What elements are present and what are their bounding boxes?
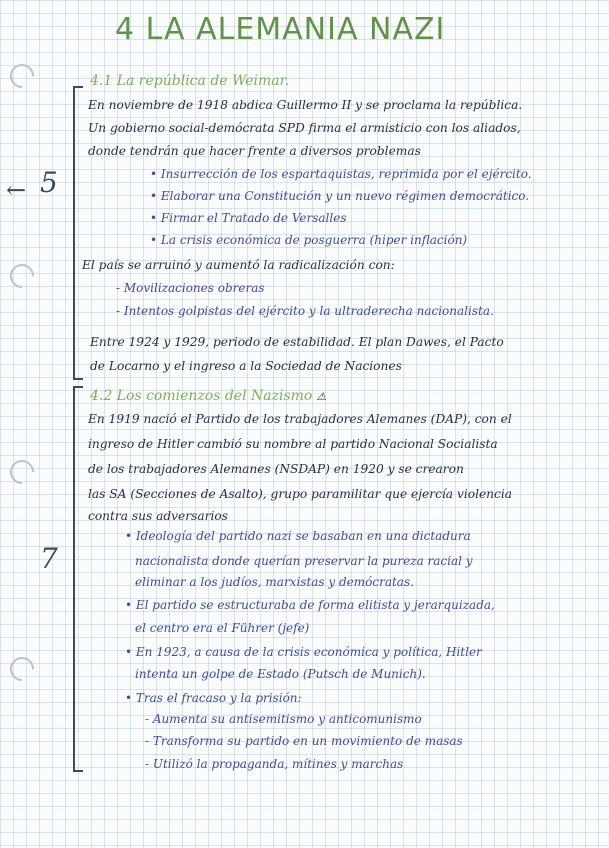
s1-bullet-2: • Elaborar una Constitución y un nuevo régimen democrático. bbox=[150, 189, 530, 203]
section-1-heading: 4.1 La república de Weimar. bbox=[90, 73, 290, 89]
s1-bullet-1: • Insurrección de los espartaquistas, reprimida por el ejército. bbox=[150, 167, 532, 181]
s2-bullet-1a: • Ideología del partido nazi se basaban en una dictadura bbox=[125, 529, 471, 543]
s2-bullet-2a: • El partido se estructuraba de forma elitista y jerarquizada, bbox=[125, 598, 495, 612]
margin-arrow: ← bbox=[6, 176, 27, 204]
s2-dash-1: - Aumenta su antisemitismo y anticomunismo bbox=[145, 712, 422, 726]
s2-bullet-1c: eliminar a los judíos, marxistas y demócratas. bbox=[135, 575, 414, 589]
warning-icon: ⚠ bbox=[316, 390, 327, 403]
s1-line-1: En noviembre de 1918 abdica Guillermo II y se proclama la república. bbox=[88, 98, 523, 112]
s2-bullet-2b: el centro era el Führer (jefe) bbox=[135, 621, 310, 635]
page-title: 4 LA ALEMANIA NAZI bbox=[115, 12, 446, 47]
s2-line-1: En 1919 nació el Partido de los trabajadores Alemanes (DAP), con el bbox=[88, 412, 512, 426]
s1-bullet-4: • La crisis económica de posguerra (hiper inflación) bbox=[150, 233, 468, 247]
s1-dash-1: - Movilizaciones obreras bbox=[116, 281, 265, 295]
s2-line-5: contra sus adversarios bbox=[88, 509, 228, 523]
s1-line-3: donde tendrán que hacer frente a diversos problemas bbox=[88, 144, 421, 158]
s2-bullet-1b: nacionalista donde querían preservar la pureza racial y bbox=[135, 554, 473, 568]
s1-dash-2: - Intentos golpistas del ejército y la ultraderecha nacionalista. bbox=[116, 304, 494, 318]
section-2-heading-text: 4.2 Los comienzos del Nazismo bbox=[90, 388, 313, 404]
s2-dash-2: - Transforma su partido en un movimiento de masas bbox=[145, 734, 463, 748]
s1-line-4: El país se arruinó y aumentó la radicalización con: bbox=[82, 258, 395, 272]
section-2-bracket bbox=[73, 386, 83, 772]
s1-line-6: de Locarno y el ingreso a la Sociedad de Naciones bbox=[90, 359, 402, 373]
section-1-bracket bbox=[73, 86, 83, 380]
s1-bullet-3: • Firmar el Tratado de Versalles bbox=[150, 211, 347, 225]
s2-bullet-3a: • En 1923, a causa de la crisis económica y política, Hitler bbox=[125, 645, 482, 659]
s2-line-3: de los trabajadores Alemanes (NSDAP) en 1920 y se crearon bbox=[88, 462, 464, 476]
s2-bullet-4: • Tras el fracaso y la prisión: bbox=[125, 691, 302, 705]
margin-number-5: 5 bbox=[40, 166, 58, 199]
s1-line-2: Un gobierno social-demócrata SPD firma el armisticio con los aliados, bbox=[88, 121, 521, 135]
s1-line-5: Entre 1924 y 1929, periodo de estabilidad. El plan Dawes, el Pacto bbox=[90, 335, 504, 349]
s2-bullet-3b: intenta un golpe de Estado (Putsch de Munich). bbox=[135, 667, 426, 681]
s2-dash-3: - Utilizó la propaganda, mítines y marchas bbox=[145, 757, 404, 771]
margin-number-7: 7 bbox=[40, 542, 58, 575]
s2-line-4: las SA (Secciones de Asalto), grupo paramilitar que ejercía violencia bbox=[88, 487, 513, 501]
section-2-heading bbox=[90, 389, 326, 403]
s2-line-2: ingreso de Hitler cambió su nombre al partido Nacional Socialista bbox=[88, 437, 498, 451]
